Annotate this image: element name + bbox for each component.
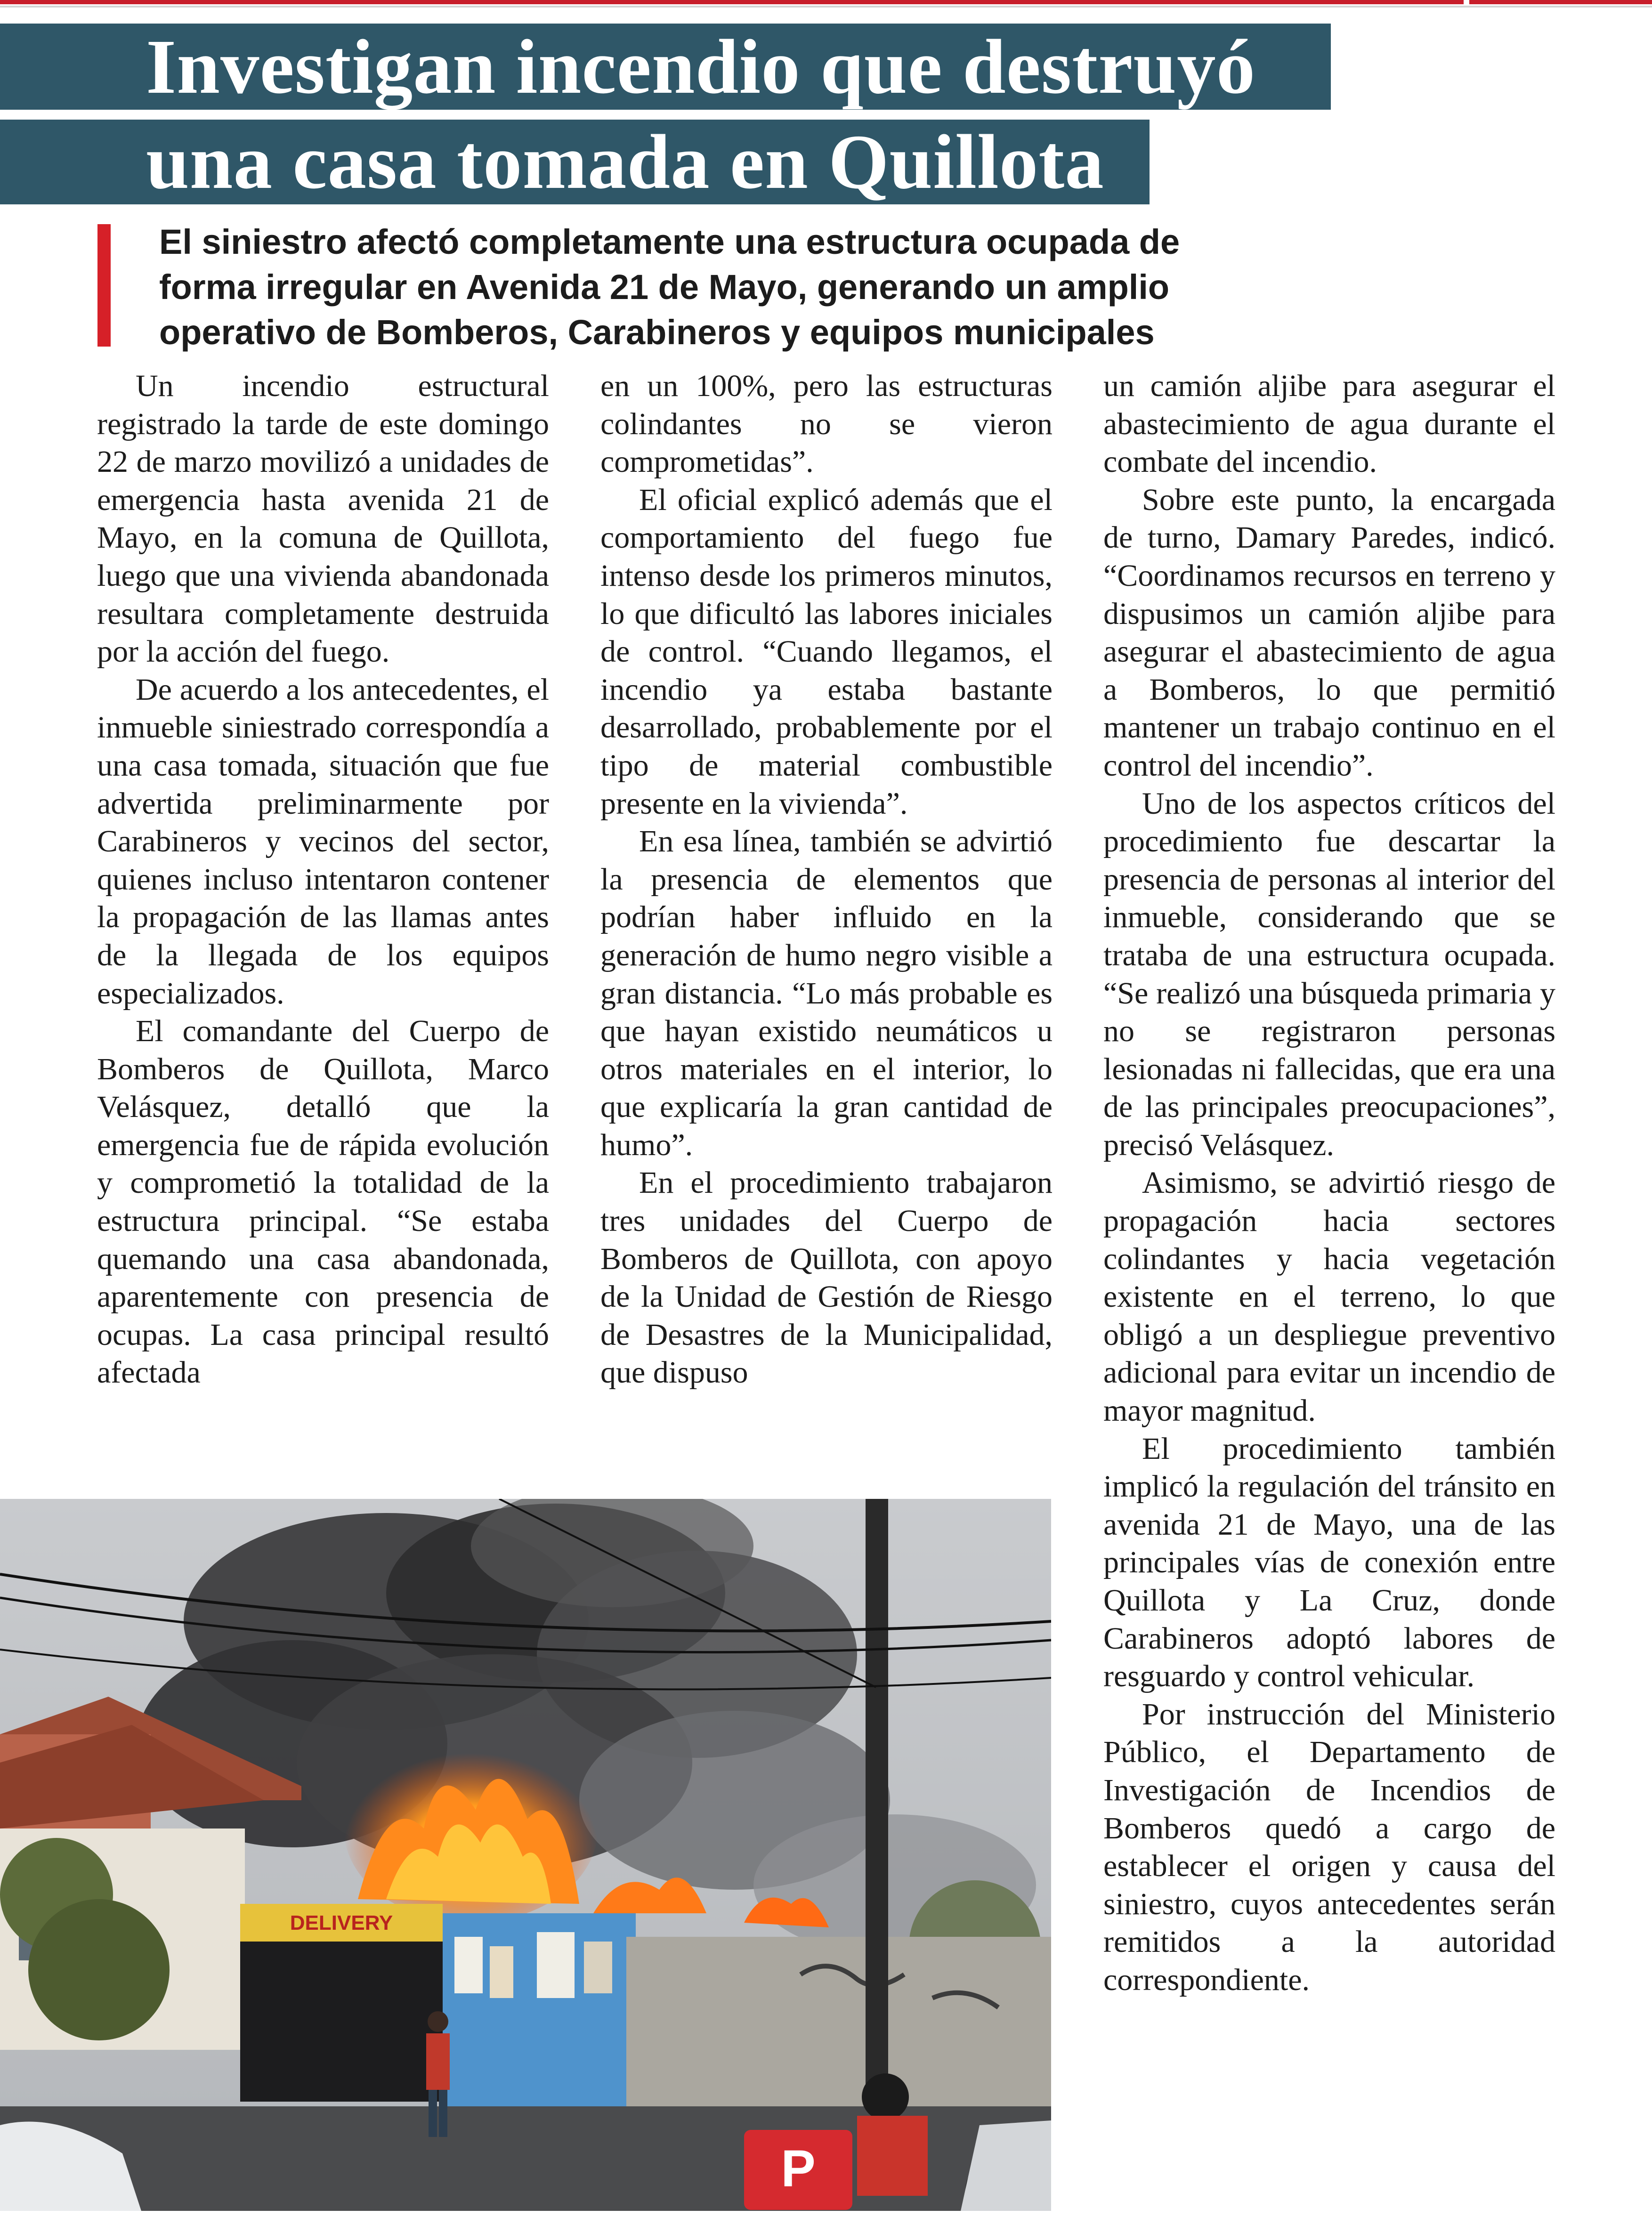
paragraph: Uno de los aspectos críticos del procedimiento fue descartar la presencia de personas al interior del inmueble, considerando que se trataba de una estructura ocupada. “Se realizó una búsqueda primaria y no se registraron personas lesionadas ni fallecidas, que era una de las principales preocupaciones”, precisó Velásquez. <box>1103 786 1555 1162</box>
delivery-bag-logo: P <box>781 2140 816 2198</box>
paragraph: De acuerdo a los antecedentes, el inmueble siniestrado correspondía a una casa tomada, situación que fue advertida preliminarmente por Carabineros y vecinos del sector, quienes incluso intentaron contener la propagación de las llamas antes de la llegada de los equipos especializados. <box>97 672 549 1011</box>
top-gray-rule <box>0 6 1652 8</box>
paragraph: El oficial explicó además que el comportamiento del fuego fue intenso desde los primeros minutos, lo que dificultó las labores iniciales de control. “Cuando llegamos, el incendio ya estaba bastante desarrollado, probablemente por el tipo de material combustible presente en la vivienda”. <box>600 482 1053 821</box>
fire-photo <box>0 1499 1051 2211</box>
article-deck <box>159 219 1289 355</box>
paragraph: En esa línea, también se advirtió la presencia de elementos que podrían haber influido en la generación de humo negro visible a gran distancia. “Lo más probable es que hayan existido neumáticos u otros materiales en el interior, lo que explicaría la gran cantidad de humo”. <box>600 824 1053 1162</box>
paragraph: El procedimiento también implicó la regulación del tránsito en avenida 21 de Mayo, una de las principales vías de conexión entre Quillota y La Cruz, donde Carabineros adoptó labores de resguardo y control vehicular. <box>1103 1431 1555 1694</box>
paragraph-continued: en un 100%, pero las estructuras colindantes no se vieron comprometidas”. <box>600 369 1053 479</box>
paragraph: Sobre este punto, la encargada de turno, Damary Paredes, indicó. “Coordinamos recursos en terreno y dispusimos un camión aljibe para asegurar el abastecimiento de agua a Bomberos, lo que permitió mantener un trabajo continuo en el control del incendio”. <box>1103 482 1555 783</box>
top-red-rule-short <box>1469 0 1652 4</box>
deck-line-1: El siniestro afectó completamente una estructura ocupada de <box>159 222 1180 261</box>
concrete-wall <box>626 1937 1051 2111</box>
article-column-3 <box>1103 367 1555 1999</box>
deck-line-2: forma irregular en Avenida 21 de Mayo, generando un amplio <box>159 267 1170 307</box>
shop-sign: DELIVERY <box>290 1911 393 1934</box>
headline-line-1: Investigan incendio que destruyó <box>146 24 1256 110</box>
paragraph: Un incendio estructural registrado la tarde de este domingo 22 de marzo movilizó a unidades de emergencia hasta avenida 21 de Mayo, en la comuna de Quillota, luego que una vivienda abandonada resultara completamente destruida por la acción del fuego. <box>97 369 549 669</box>
paragraph-continued: un camión aljibe para asegurar el abastecimiento de agua durante el combate del incendio. <box>1103 369 1555 479</box>
paragraph: El comandante del Cuerpo de Bomberos de Quillota, Marco Velásquez, detalló que la emergencia fue de rápida evolución y comprometió la totalidad de la estructura principal. “Se estaba quemando una casa abandonada, aparentemente con presencia de ocupas. La casa principal resultó afectada <box>97 1014 549 1390</box>
fire-scene-illustration <box>0 1499 1051 2211</box>
paragraph: Asimismo, se advirtió riesgo de propagación hacia sectores colindantes y hacia vegetación existente en el terreno, lo que obligó a un despliegue preventivo adicional para evitar un incendio de mayor magnitud. <box>1103 1165 1555 1428</box>
deck-accent-bar <box>97 224 111 347</box>
article-column-1 <box>97 367 549 1392</box>
article-column-2 <box>600 367 1053 1392</box>
paragraph: En el procedimiento trabajaron tres unidades del Cuerpo de Bomberos de Quillota, con apoyo de la Unidad de Gestión de Riesgo de Desastres de la Municipalidad, que dispuso <box>600 1165 1053 1390</box>
deck-line-3: operativo de Bomberos, Carabineros y equipos municipales <box>159 313 1155 352</box>
paragraph: Por instrucción del Ministerio Público, el Departamento de Investigación de Incendios de Bomberos quedó a cargo de establecer el origen y causa del siniestro, cuyos antecedentes serán remitidos a la autoridad correspondiente. <box>1103 1697 1555 1997</box>
headline-line-2: una casa tomada en Quillota <box>146 119 1104 205</box>
top-red-rule <box>0 0 1464 4</box>
